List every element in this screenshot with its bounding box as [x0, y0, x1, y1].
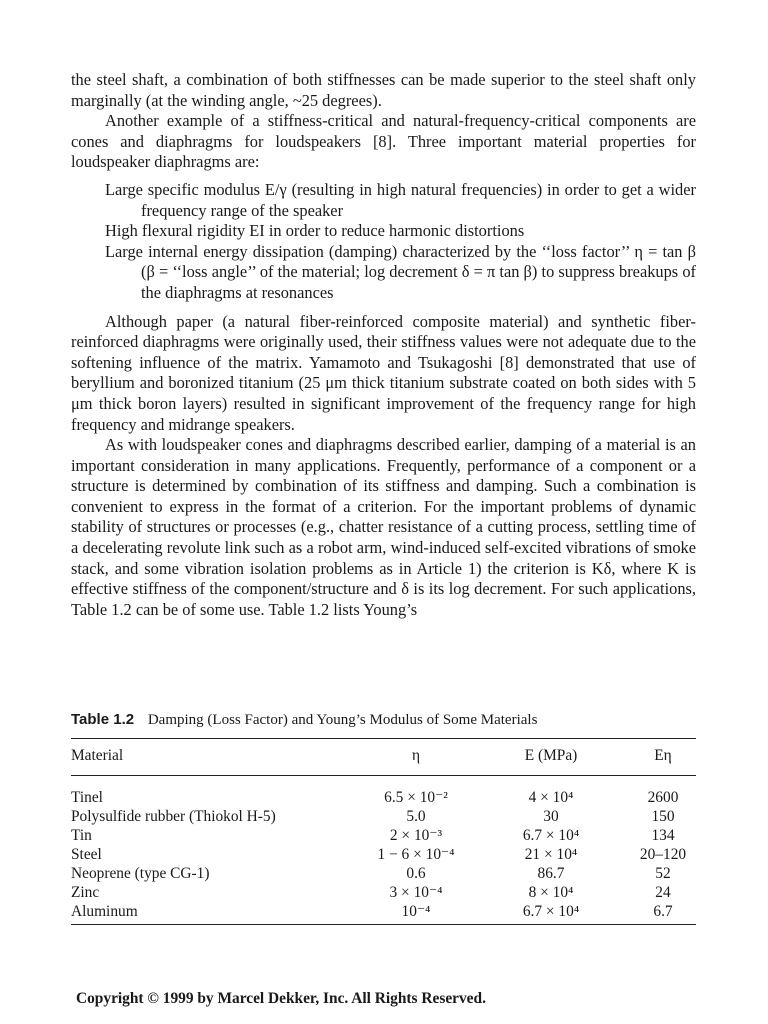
table-cell: 0.6: [406, 865, 426, 882]
table-caption: [71, 711, 696, 729]
table-cell-text: 150: [651, 808, 675, 825]
table-cell: 5.0: [406, 808, 426, 825]
table-block: [71, 711, 696, 925]
list-item: Large specific modulus E/γ (resulting in high natural frequencies) in order to get a wider frequency range of the speaker: [105, 179, 696, 220]
list-item: Large internal energy dissipation (damping) characterized by the ‘‘loss factor’’ η = tan β (β = ‘‘loss angle’’ of the material; log decrement δ = π tan β) to suppress breakups of the diaphragms at resonances: [105, 241, 696, 302]
table-cell-text: 134: [651, 827, 675, 844]
header-e-eta: [611, 739, 696, 776]
table-cell: [611, 845, 696, 864]
table-row: [71, 826, 696, 845]
header-material: Material: [71, 747, 124, 764]
table-cell: 21 × 10⁴: [524, 846, 578, 863]
table-row: [71, 864, 696, 883]
table-cell: 30: [543, 808, 559, 825]
table-cell: 6.7 × 10⁴: [522, 827, 580, 844]
table-row: [71, 845, 696, 864]
table-cell: Neoprene (type CG-1): [71, 865, 210, 882]
table-cell: Zinc: [71, 884, 100, 901]
paragraph: Another example of a stiffness-critical and natural-frequency-critical components are cones and diaphragms for loudspeakers [8]. Three important material properties for loudspeaker diaphragms are:: [71, 111, 696, 172]
table-cell: Aluminum: [71, 903, 138, 920]
table-cell: 6.7 × 10⁴: [522, 903, 580, 920]
table-cell: 4 × 10⁴: [528, 789, 574, 806]
paragraph: Although paper (a natural fiber-reinforced composite material) and synthetic fiber-reinforced diaphragms were originally used, their stiffness values were not adequate due to the softening influence of the matrix. Yamamoto and Tsukagoshi [8] demonstrated that use of beryllium and boronized titanium (25 μm thick titanium substrate coated on both sides with 5 μm thick boron layers) resulted in significant improvement of the frequency range for high frequency and midrange speakers.: [71, 311, 696, 434]
header-eta: η: [411, 747, 421, 764]
table-cell: Tinel: [71, 789, 103, 806]
copyright-footer: Copyright © 1999 by Marcel Dekker, Inc. All Rights Reserved.: [76, 990, 486, 1007]
table-header-row: [71, 739, 696, 776]
materials-table: [71, 738, 696, 925]
table-cell-text: 20–120: [639, 846, 687, 863]
table-label: Table 1.2: [71, 711, 135, 728]
top-paragraphs: [71, 70, 696, 173]
table-cell: 86.7: [537, 865, 565, 882]
table-cell: 1 − 6 × 10⁻⁴: [377, 846, 455, 863]
table-row: [71, 776, 696, 808]
table-cell: [611, 864, 696, 883]
table-cell-text: 2600: [647, 789, 679, 806]
property-list: [71, 180, 696, 304]
table-cell-text: 52: [655, 865, 671, 882]
table-caption-text: Damping (Loss Factor) and Young’s Modulus of Some Materials: [147, 712, 538, 728]
table-cell: [611, 883, 696, 902]
table-cell: 2 × 10⁻³: [389, 827, 443, 844]
table-cell-text: 6.7: [653, 903, 673, 920]
page-body: [71, 70, 696, 620]
table-cell: Tin: [71, 827, 92, 844]
table-cell: 3 × 10⁻⁴: [389, 884, 443, 901]
table-row: [71, 807, 696, 826]
table-row: [71, 902, 696, 925]
list-item: High flexural rigidity EI in order to reduce harmonic distortions: [105, 221, 525, 241]
table-cell: [611, 807, 696, 826]
table-cell: [611, 902, 696, 925]
table-cell: 10⁻⁴: [401, 903, 431, 920]
table-cell: Polysulfide rubber (Thiokol H-5): [71, 808, 276, 825]
header-e-eta-text: Eη: [654, 747, 672, 764]
table-row: [71, 883, 696, 902]
header-modulus: E (MPa): [524, 747, 578, 764]
table-body: [71, 776, 696, 925]
table-cell-text: 24: [655, 884, 671, 901]
paragraph: As with loudspeaker cones and diaphragms described earlier, damping of a material is an important consideration in many applications. Frequently, performance of a component or a structure is determined by combination of its stiffness and damping. Such a combination is convenient to express in the format of a criterion. For the important problems of dynamic stability of structures or processes (e.g., chatter resistance of a cutting process, settling time of a decelerating revolute link such as a robot arm, wind-induced self-excited vibrations of smoke stack, and some vibration isolation problems as in Article 1) the criterion is Kδ, where K is effective stiffness of the component/structure and δ is its log decrement. For such applications, Table 1.2 can be of some use. Table 1.2 lists Young’s: [71, 435, 696, 619]
bottom-paragraphs: [71, 312, 696, 621]
table-cell: Steel: [71, 846, 102, 863]
table-cell: [611, 776, 696, 808]
table-cell: 6.5 × 10⁻²: [384, 789, 448, 806]
table-cell: [611, 826, 696, 845]
paragraph: the steel shaft, a combination of both stiffnesses can be made superior to the steel shaft only marginally (at the winding angle, ~25 degrees).: [71, 70, 696, 110]
table-cell: 8 × 10⁴: [528, 884, 574, 901]
